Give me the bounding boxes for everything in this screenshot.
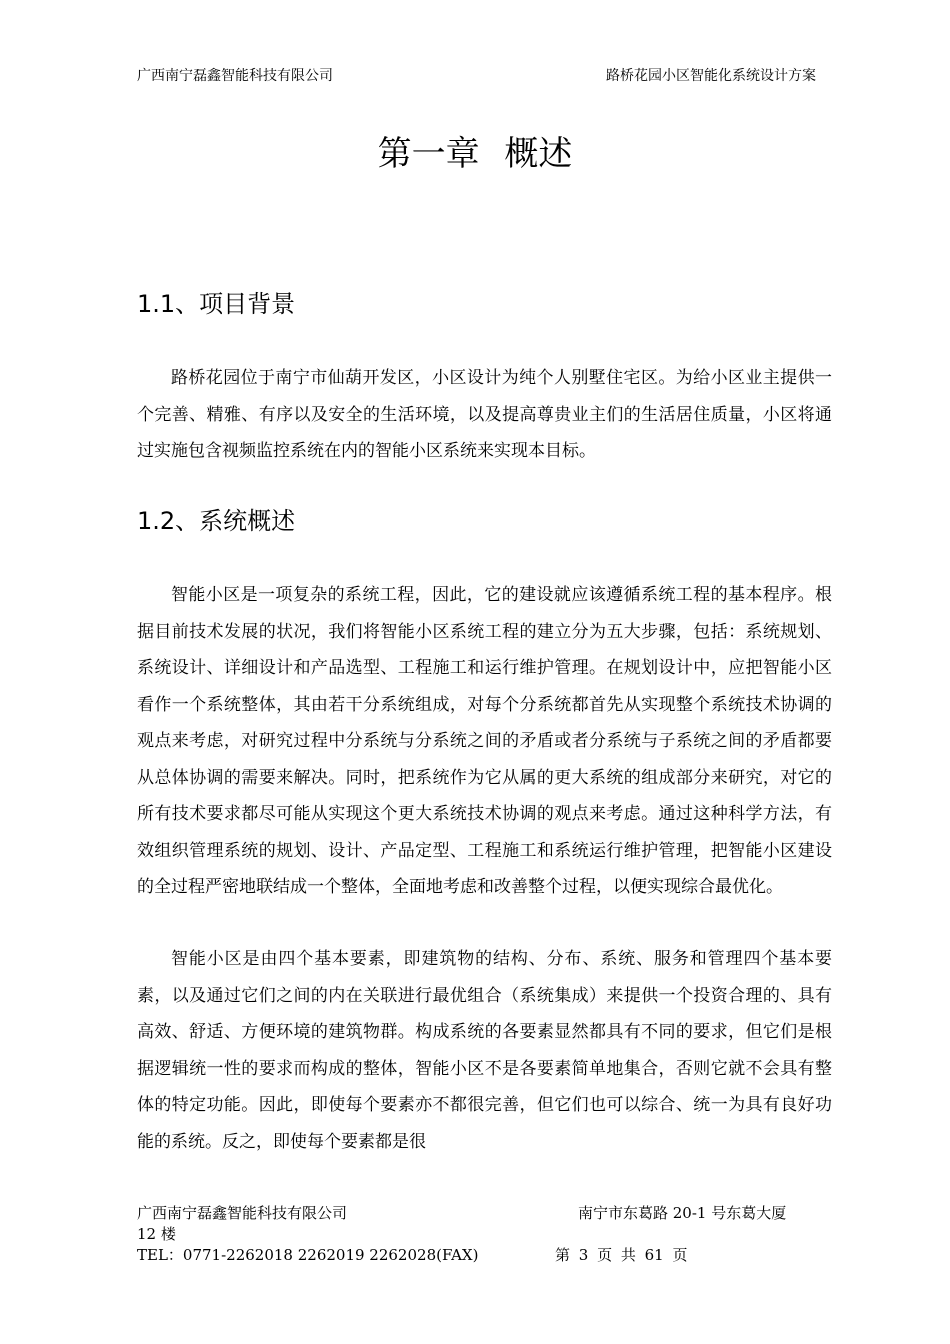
footer-company: 广西南宁磊鑫智能科技有限公司 xyxy=(137,1204,348,1222)
footer-page-number: 第 3 页 共 61 页 xyxy=(555,1246,688,1264)
footer-floor: 12 楼 xyxy=(137,1225,176,1243)
chapter-title: 第一章 概述 xyxy=(377,134,573,174)
section-heading-project-background: 1.1、项目背景 xyxy=(137,290,296,318)
paragraph-project-background: 路桥花园位于南宁市仙葫开发区，小区设计为纯个人别墅住宅区。为给小区业主提供一个完善、精雅、有序以及安全的生活环境，以及提高尊贵业主们的生活居住质量，小区将通过实施包含视频监控系统在内的智能小区系统来实现本目标。 xyxy=(137,368,832,461)
paragraph-system-overview-1: 智能小区是一项复杂的系统工程，因此，它的建设就应该遵循系统工程的基本程序。根据目前技术发展的状况，我们将智能小区系统工程的建立分为五大步骤，包括：系统规划、系统设计、详细设计和产品选型、工程施工和运行维护管理。在规划设计中，应把智能小区看作一个系统整体，其由若干分系统组成，对每个分系统都首先从实现整个系统技术协调的观点来考虑，对研究过程中分系统与分系统之间的矛盾或者分系统与子系统之间的矛盾都要从总体协调的需要来解决。同时，把系统作为它从属的更大系统的组成部分来研究，对它的所有技术要求都尽可能从实现这个更大系统技术协调的观点来考虑。通过这种科学方法，有效组织管理系统的规划、设计、产品定型、工程施工和系统运行维护管理，把智能小区建设的全过程严密地联结成一个整体，全面地考虑和改善整个过程，以便实现综合最优化。 xyxy=(137,585,832,897)
header-company: 广西南宁磊鑫智能科技有限公司 xyxy=(137,68,333,84)
header-doc-title: 路桥花园小区智能化系统设计方案 xyxy=(606,68,816,84)
paragraph-system-overview-2: 智能小区是由四个基本要素，即建筑物的结构、分布、系统、服务和管理四个基本要素，以及通过它们之间的内在关联进行最优组合（系统集成）来提供一个投资合理的、具有高效、舒适、方便环境的建筑物群。构成系统的各要素显然都具有不同的要求，但它们是根据逻辑统一性的要求而构成的整体，智能小区不是各要素简单地集合，否则它就不会具有整体的特定功能。因此，即使每个要素亦不都很完善，但它们也可以综合、统一为具有良好功能的系统。反之，即使每个要素都是很 xyxy=(137,949,832,1152)
section-heading-system-overview: 1.2、系统概述 xyxy=(137,507,296,535)
footer-address: 南宁市东葛路 20-1 号东葛大厦 xyxy=(578,1204,787,1222)
footer-tel: TEL：0771-2262018 2262019 2262028(FAX) xyxy=(137,1246,479,1264)
